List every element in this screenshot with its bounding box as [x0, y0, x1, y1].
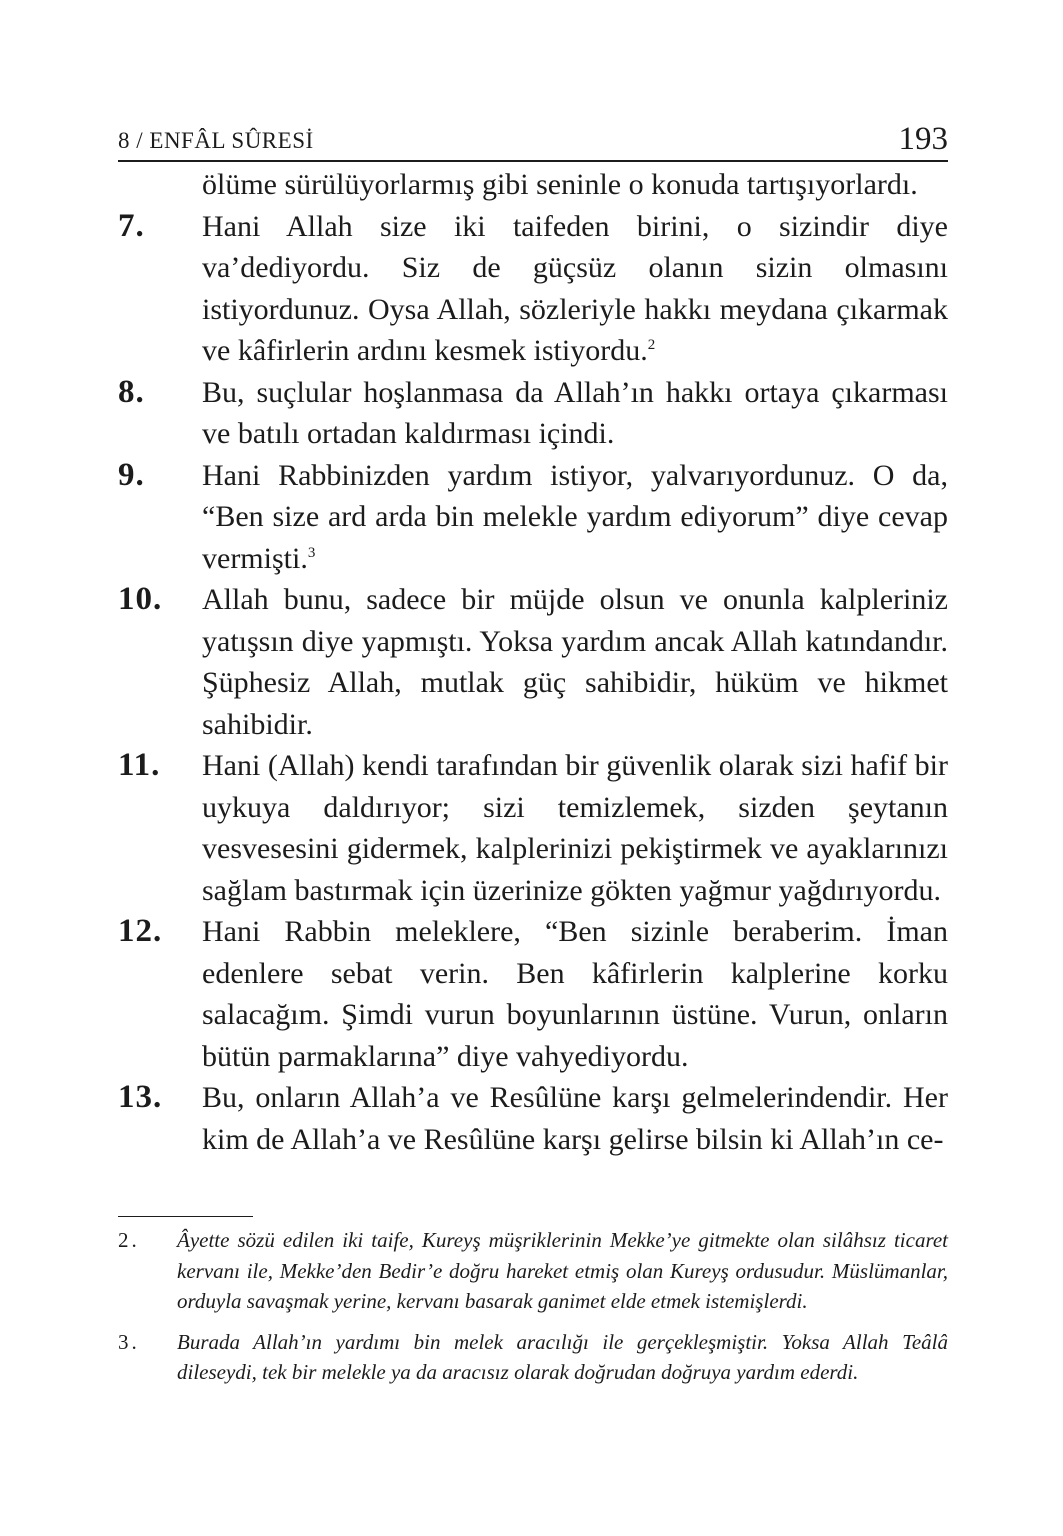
verse-number: 10.	[118, 581, 163, 617]
verse-text: Hani Rabbin meleklere, “Ben sizinle beraberim. İman edenlere sebat verin. Ben kâfirlerin kalplerine korku salacağım. Şimdi vurun boyunlarının üstüne. Vurun, onların bütün parmaklarına” diye vahyediyordu.	[202, 915, 948, 1073]
running-head: 8 / ENFÂL SÛRESİ	[118, 128, 314, 153]
footnote-3	[118, 1327, 948, 1388]
verse-list	[118, 164, 948, 1160]
footnote-ref[interactable]: 2	[647, 337, 656, 353]
footnote-ref[interactable]: 3	[307, 544, 316, 561]
footnote-number: 2.	[118, 1228, 140, 1252]
verse-text: Bu, onların Allah’a ve Resûlüne karşı gelmelerindendir. Her kim de Allah’a ve Resûlüne karşı gelirse bilsin ki Allah’ın ce-	[202, 1081, 948, 1156]
footnote-number: 3.	[118, 1329, 140, 1354]
footnote-2	[118, 1225, 948, 1317]
verse-11	[118, 745, 948, 911]
verse-text: Bu, suçlular hoşlanmasa da Allah’ın hakkı ortaya çıkarması ve batılı ortadan kaldırması içindi.	[202, 375, 948, 450]
footnote-text: Burada Allah’ın yardımı bin melek aracılığı ile gerçekleşmiştir. Yoksa Allah Teâlâ dileseydi, tek bir melekle ya da aracısız olarak doğrudan doğruya yardım ederdi.	[177, 1329, 948, 1384]
verse-7	[118, 206, 948, 372]
footnote-text: Âyette sözü edilen iki taife, Kureyş müşriklerinin Mekke’ye gitmekte olan silâhsız ticaret kervanı ile, Mekke’den Bedir’e doğru hareket etmiş olan Kureyş ordusudur. Müslümanlar, orduyla savaşmak yerine, kervanı basarak ganimet elde etmek istemişlerdi.	[177, 1228, 948, 1313]
page-number: 193	[898, 121, 948, 157]
verse-12	[118, 911, 948, 1077]
verse-text: Hani (Allah) kendi tarafından bir güvenlik olarak sizi hafif bir uykuya daldırıyor; sizi temizlemek, sizden şeytanın vesvesesini gidermek, kalplerinizi pekiştirmek ve ayaklarınızı sağlam bastırmak için üzerinize gökten yağmur yağdırıyordu.	[202, 749, 948, 907]
page-header	[118, 110, 948, 162]
verse-number: 9.	[118, 456, 145, 493]
verse-9	[118, 455, 948, 580]
verse-number: 13.	[118, 1079, 163, 1115]
verse-text: Hani Allah size iki taifeden birini, o sizindir diye va’dediyordu. Siz de güçsüz olanın sizin olmasını istiyordunuz. Oysa Allah, sözleriyle hakkı meydana çıkarmak ve kâfirlerin ardını kesmek istiyordu.	[202, 209, 948, 367]
continuation-text: ölüme sürülüyorlarmış gibi seninle o konuda tartışıyorlardı.	[202, 168, 918, 201]
verse-text: Allah bunu, sadece bir müjde olsun ve onunla kalpleriniz yatışsın diye yapmıştı. Yoksa yardım ancak Allah katındandır. Şüphesiz Allah, mutlak güç sahibidir, hüküm ve hikmet sahibidir.	[202, 583, 948, 741]
verse-number: 12.	[118, 913, 163, 949]
verse-number: 8.	[118, 373, 145, 410]
verse-number: 7.	[118, 207, 145, 244]
verse-text: Hani Rabbinizden yardım istiyor, yalvarıyordunuz. O da, “Ben size ard arda bin melekle yardım ediyorum” diye cevap vermişti.	[202, 458, 948, 575]
verse-13	[118, 1077, 948, 1160]
verse-number: 11.	[118, 747, 161, 783]
footnote-divider	[118, 1216, 253, 1217]
verse-8	[118, 372, 948, 455]
verse-10	[118, 579, 948, 745]
page	[118, 110, 948, 1160]
footnotes	[118, 1216, 948, 1398]
